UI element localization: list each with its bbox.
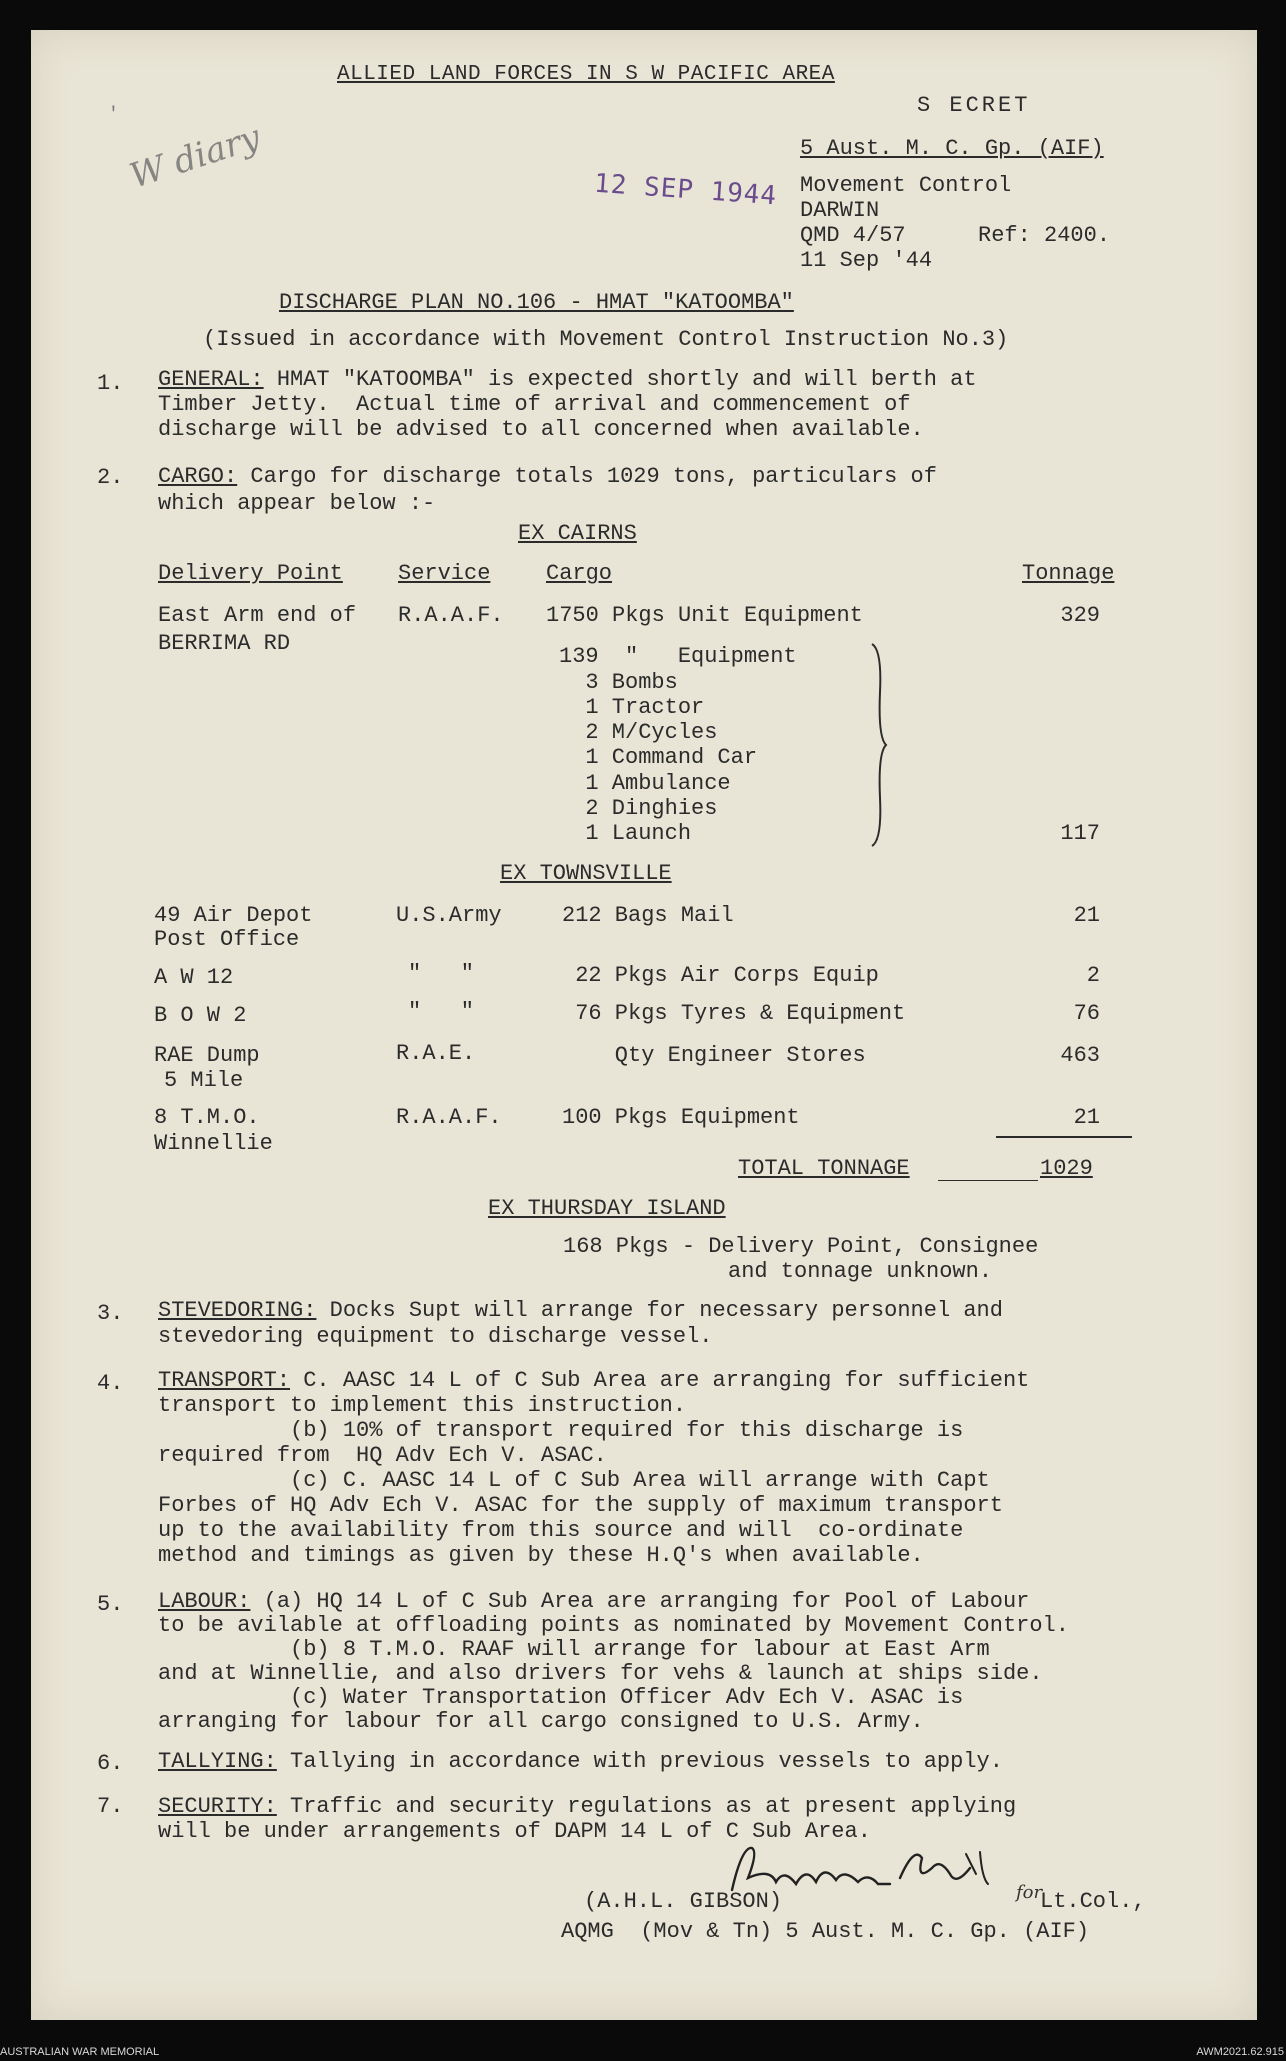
- section-6-number: 6.: [97, 1751, 124, 1776]
- section-2-line-2: which appear below :-: [158, 491, 436, 516]
- section-6-line-1: Tallying in accordance with previous vessels to apply.: [276, 1749, 1003, 1774]
- section-1-line-1: HMAT "KATOOMBA" is expected shortly and will berth at: [263, 367, 977, 392]
- date-received-stamp: 12 SEP 1944: [593, 168, 779, 212]
- cairns-group-item: 1 Command Car: [559, 745, 758, 770]
- townsville-row-delivery: B O W 2: [154, 1003, 247, 1028]
- section-5-number: 5.: [97, 1592, 124, 1617]
- townsville-row-tonnage: 463: [1060, 1043, 1100, 1068]
- total-tonnage-label: TOTAL TONNAGE: [738, 1156, 910, 1181]
- cairns-group-item: 2 M/Cycles: [559, 720, 718, 745]
- cairns-service: R.A.A.F.: [398, 603, 504, 628]
- townsville-row-tonnage: 2: [1086, 963, 1100, 988]
- cairns-group-item: 2 Dinghies: [559, 796, 718, 821]
- townsville-row-delivery-2: 5 Mile: [164, 1068, 244, 1093]
- section-6-text: [158, 1750, 1003, 1774]
- section-3-number: 3.: [97, 1301, 124, 1326]
- section-5-line-3: (b) 8 T.M.O. RAAF will arrange for labour at East Arm: [158, 1637, 990, 1662]
- townsville-row-tonnage: 21: [1073, 1105, 1100, 1130]
- section-7-line-1: Traffic and security regulations as at present applying: [276, 1794, 1017, 1819]
- townsville-row-cargo: 76 Pkgs Tyres & Equipment: [562, 1001, 906, 1026]
- section-4-line-3: (b) 10% of transport required for this discharge is: [158, 1418, 964, 1443]
- section-4-line-5: (c) C. AASC 14 L of C Sub Area will arrange with Capt: [158, 1468, 990, 1493]
- ex-townsville-heading: EX TOWNSVILLE: [500, 861, 672, 886]
- handwritten-margin-note: W diary: [125, 117, 266, 197]
- total-tonnage-value: 1029: [1040, 1156, 1093, 1181]
- section-7-text: [158, 1795, 1016, 1819]
- document-title: ALLIED LAND FORCES IN S W PACIFIC AREA: [337, 63, 835, 86]
- section-4-heading: TRANSPORT:: [158, 1368, 291, 1393]
- column-service: Service: [398, 561, 491, 586]
- townsville-row-delivery: A W 12: [154, 965, 234, 990]
- section-2-line-1: Cargo for discharge totals 1029 tons, particulars of: [237, 464, 937, 489]
- margin-mark: ': [108, 105, 119, 125]
- section-3-line-2: stevedoring equipment to discharge vessel.: [158, 1324, 713, 1349]
- ex-thursday-island-heading: EX THURSDAY ISLAND: [488, 1196, 726, 1221]
- signatory-rank: Lt.Col.,: [1040, 1889, 1146, 1914]
- cairns-delivery-point-2: BERRIMA RD: [158, 631, 291, 656]
- section-6-heading: TALLYING:: [158, 1749, 277, 1774]
- townsville-row-delivery: 49 Air Depot: [154, 903, 313, 928]
- section-3-heading: STEVEDORING:: [158, 1298, 317, 1323]
- townsville-row-delivery: RAE Dump: [154, 1043, 260, 1068]
- archive-credit: AUSTRALIAN WAR MEMORIAL: [0, 2046, 160, 2058]
- section-1-text: [158, 368, 977, 392]
- per-handwritten-note: for: [1016, 1882, 1043, 1903]
- townsville-row-cargo: 22 Pkgs Air Corps Equip: [562, 963, 879, 988]
- qmd-reference: QMD 4/57: [800, 223, 906, 248]
- ex-cairns-heading: EX CAIRNS: [518, 521, 637, 546]
- section-5-heading: LABOUR:: [158, 1589, 251, 1614]
- total-leader-rule: [938, 1180, 1038, 1181]
- cairns-group-item: 3 Bombs: [559, 670, 678, 695]
- ref-number: Ref: 2400.: [978, 223, 1111, 248]
- cairns-group-item: 1 Tractor: [559, 695, 705, 720]
- section-2-heading: CARGO:: [158, 464, 238, 489]
- plan-title: DISCHARGE PLAN NO.106 - HMAT "KATOOMBA": [279, 290, 794, 315]
- townsville-row-service: R.A.A.F.: [396, 1105, 502, 1130]
- cairns-group-item: 1 Ambulance: [559, 771, 731, 796]
- section-7-number: 7.: [97, 1794, 124, 1819]
- section-4-line-6: Forbes of HQ Adv Ech V. ASAC for the supply of maximum transport: [158, 1493, 1003, 1518]
- townsville-row-delivery-2: Winnellie: [154, 1131, 273, 1156]
- thursday-line-1: 168 Pkgs - Delivery Point, Consignee: [563, 1234, 1039, 1259]
- cairns-cargo-row-1: 1750 Pkgs Unit Equipment: [546, 603, 863, 628]
- section-5-line-4: and at Winnellie, and also drivers for vehs & launch at ships side.: [158, 1661, 1043, 1686]
- unit-designation: 5 Aust. M. C. Gp. (AIF): [800, 136, 1104, 161]
- section-5-line-6: arranging for labour for all cargo consigned to U.S. Army.: [158, 1709, 924, 1734]
- plan-subtitle: (Issued in accordance with Movement Control Instruction No.3): [203, 327, 1009, 352]
- section-4-line-4: required from HQ Adv Ech V. ASAC.: [158, 1443, 607, 1468]
- archive-reference: AWM2021.62.915: [1196, 2046, 1284, 2058]
- section-5-line-1: (a) HQ 14 L of C Sub Area are arranging for Pool of Labour: [250, 1589, 1030, 1614]
- office-line-1: Movement Control: [800, 173, 1012, 198]
- section-4-line-2: transport to implement this instruction.: [158, 1393, 687, 1418]
- cairns-delivery-point: East Arm end of: [158, 603, 357, 628]
- townsville-row-cargo: Qty Engineer Stores: [562, 1043, 866, 1068]
- cairns-group-item: 1 Launch: [559, 821, 692, 846]
- cairns-group-item: 139 " Equipment: [559, 644, 797, 669]
- townsville-row-delivery: 8 T.M.O.: [154, 1105, 260, 1130]
- townsville-row-cargo: 100 Pkgs Equipment: [562, 1105, 800, 1130]
- section-3-line-1: Docks Supt will arrange for necessary personnel and: [316, 1298, 1003, 1323]
- townsville-row-tonnage: 76: [1073, 1001, 1100, 1026]
- section-4-line-1: C. AASC 14 L of C Sub Area are arranging for sufficient: [290, 1368, 1030, 1393]
- cairns-group-tonnage: 117: [1060, 821, 1100, 846]
- section-4-line-7: up to the availability from this source and will co-ordinate: [158, 1518, 964, 1543]
- townsville-row-service: R.A.E.: [396, 1041, 476, 1066]
- townsville-row-service: " ": [408, 961, 475, 986]
- signatory-name: (A.H.L. GIBSON): [584, 1889, 783, 1914]
- section-1-heading: GENERAL:: [158, 367, 264, 392]
- section-5-line-2: to be avilable at offloading points as nominated by Movement Control.: [158, 1613, 1069, 1638]
- office-line-2: DARWIN: [800, 198, 880, 223]
- section-2-text: [158, 465, 937, 489]
- section-1-number: 1.: [97, 371, 124, 396]
- section-4-line-8: method and timings as given by these H.Q's when available.: [158, 1543, 924, 1568]
- section-1-line-2: Timber Jetty. Actual time of arrival and commencement of: [158, 392, 911, 417]
- townsville-row-tonnage: 21: [1073, 903, 1100, 928]
- signatory-appointment: AQMG (Mov & Tn) 5 Aust. M. C. Gp. (AIF): [561, 1919, 1090, 1944]
- secret-classification: S ECRET: [917, 93, 1031, 118]
- section-4-number: 4.: [97, 1371, 124, 1396]
- section-1-line-3: discharge will be advised to all concerned when available.: [158, 417, 924, 442]
- subtotal-rule: [996, 1136, 1132, 1138]
- section-7-heading: SECURITY:: [158, 1794, 277, 1819]
- section-3-text: [158, 1299, 1003, 1323]
- section-5-line-5: (c) Water Transportation Officer Adv Ech V. ASAC is: [158, 1685, 964, 1710]
- townsville-row-service: " ": [408, 999, 475, 1024]
- cairns-tonnage-row-1: 329: [1060, 603, 1100, 628]
- thursday-line-2: and tonnage unknown.: [728, 1259, 993, 1284]
- townsville-row-cargo: 212 Bags Mail: [562, 903, 734, 928]
- townsville-row-service: U.S.Army: [396, 903, 502, 928]
- section-7-line-2: will be under arrangements of DAPM 14 L of C Sub Area.: [158, 1819, 871, 1844]
- townsville-row-delivery-2: Post Office: [154, 927, 300, 952]
- column-tonnage: Tonnage: [1022, 561, 1115, 586]
- column-cargo: Cargo: [546, 561, 613, 586]
- section-5-text: [158, 1590, 1029, 1614]
- section-4-text: [158, 1369, 1029, 1393]
- section-2-number: 2.: [97, 465, 124, 490]
- document-date: 11 Sep '44: [800, 248, 933, 273]
- column-delivery-point: Delivery Point: [158, 561, 343, 586]
- cairns-group-brace: [868, 642, 892, 848]
